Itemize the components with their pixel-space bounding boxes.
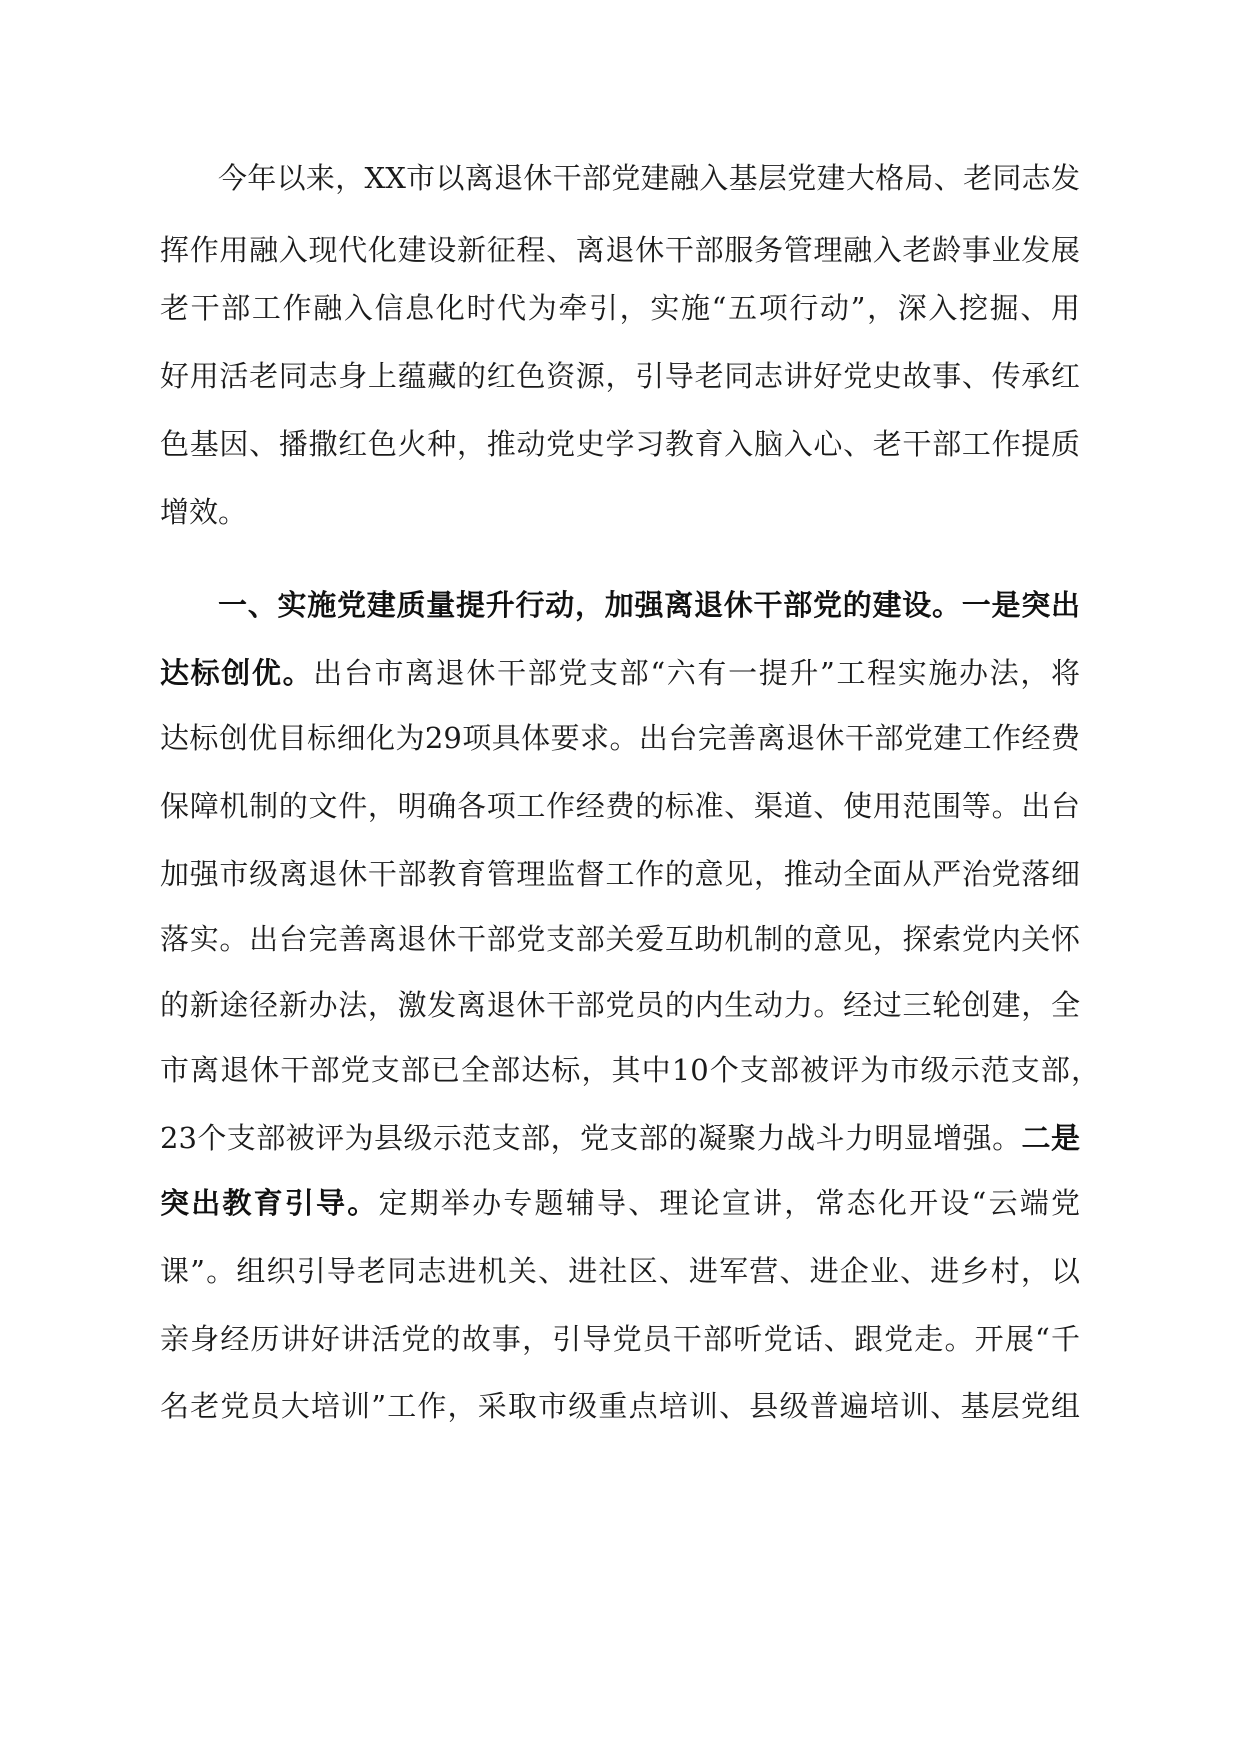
section1-line-4: 保障机制的文件，明确各项工作经费的标准、渠道、使用范围等。出台 bbox=[160, 789, 1080, 823]
intro-line-3: 老干部工作融入信息化时代为牵引，实施“五项行动”，深入挖掘、用 bbox=[160, 291, 1080, 325]
section1-line-3: 达标创优目标细化为29项具体要求。出台完善离退休干部党建工作经费 bbox=[160, 721, 1080, 755]
section1-heading-line bbox=[218, 585, 1080, 625]
section1-heading: 一、实施党建质量提升行动，加强离退休干部党的建设。 bbox=[218, 588, 962, 622]
section1-line-6: 落实。出台完善离退休干部党支部关爱互助机制的意见，探索党内关怀 bbox=[160, 922, 1080, 956]
section1-line-11: 课”。组织引导老同志进机关、进社区、进军营、进企业、进乡村，以 bbox=[160, 1254, 1080, 1288]
section1-line-2-text: 出台市离退休干部党支部“六有一提升”工程实施办法，将 bbox=[313, 656, 1080, 690]
section1-line-2 bbox=[160, 653, 1080, 693]
section1-line-12: 亲身经历讲好讲活党的故事，引导党员干部听党话、跟党走。开展“千 bbox=[160, 1322, 1080, 1356]
section1-line-5: 加强市级离退休干部教育管理监督工作的意见，推动全面从严治党落细 bbox=[160, 857, 1080, 891]
section1-line-13: 名老党员大培训”工作，采取市级重点培训、县级普遍培训、基层党组 bbox=[160, 1389, 1080, 1423]
point2-lead-b: 突出教育引导。 bbox=[160, 1186, 379, 1220]
intro-line-6: 增效。 bbox=[160, 495, 248, 529]
intro-line-1: 今年以来，XX市以离退休干部党建融入基层党建大格局、老同志发 bbox=[218, 161, 1080, 195]
section1-line-9-text: 23个支部被评为县级示范支部，党支部的凝聚力战斗力明显增强。 bbox=[160, 1121, 1022, 1155]
point2-lead-a: 二是 bbox=[1021, 1121, 1080, 1155]
point1-lead-b: 达标创优。 bbox=[160, 656, 314, 690]
point1-lead-a: 一是突出 bbox=[961, 588, 1080, 622]
section1-line-10-text: 定期举办专题辅导、理论宣讲，常态化开设“云端党 bbox=[378, 1186, 1080, 1220]
section1-line-9 bbox=[160, 1118, 1080, 1158]
intro-line-2: 挥作用融入现代化建设新征程、离退休干部服务管理融入老龄事业发展 bbox=[160, 233, 1080, 267]
intro-line-4: 好用活老同志身上蕴藏的红色资源，引导老同志讲好党史故事、传承红 bbox=[160, 359, 1080, 393]
section1-line-8: 市离退休干部党支部已全部达标，其中10个支部被评为市级示范支部， bbox=[160, 1053, 1100, 1087]
intro-line-5: 色基因、播撒红色火种，推动党史学习教育入脑入心、老干部工作提质 bbox=[160, 427, 1080, 461]
section1-line-7: 的新途径新办法，激发离退休干部党员的内生动力。经过三轮创建，全 bbox=[160, 988, 1080, 1022]
section1-line-10 bbox=[160, 1183, 1080, 1223]
